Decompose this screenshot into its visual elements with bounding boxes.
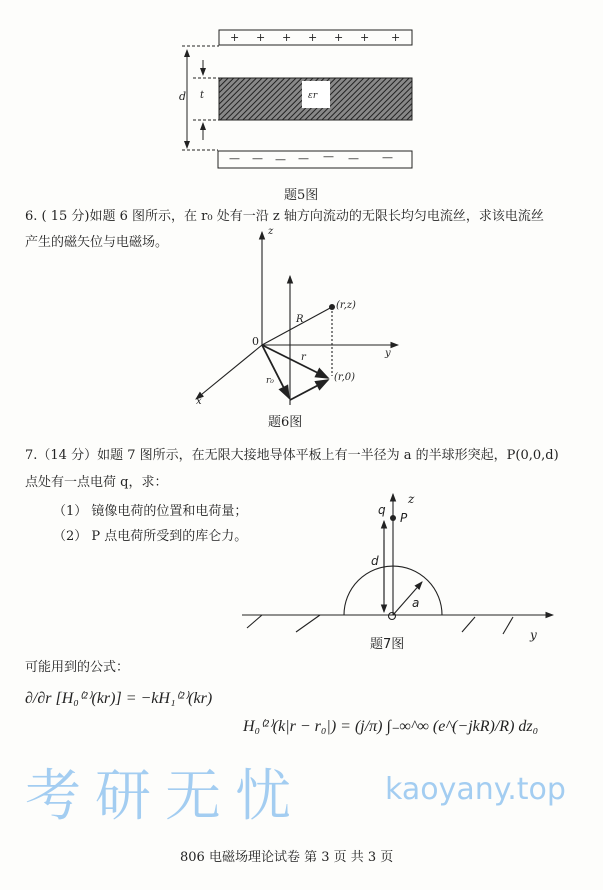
fig6-r0: r₀ [266, 376, 274, 386]
page-footer: 806 电磁场理论试卷 第 3 页 共 3 页 [180, 850, 394, 865]
fig6-r: r [301, 352, 306, 363]
q6-text-line2: 产生的磁矢位与电磁场。 [25, 235, 169, 250]
negative-charge: — [275, 153, 286, 166]
q7-text-line1: 7.（14 分）如题 7 图所示，在无限大接地导体平板上有一半径为 a 的半球形突起，P(0,0,d) [25, 448, 559, 463]
formula-hankel-integral: H₀⁽²⁾(k|r − r₀|) = (j/π) ∫₋∞^∞ (e^(−jkR)/R) dz₀ [243, 718, 539, 735]
negative-charge: — [298, 152, 309, 165]
figure-5-caption: 题5图 [284, 188, 319, 203]
fig7-d: d [371, 554, 379, 568]
fig6-origin: 0 [252, 335, 259, 348]
fig7-y: y [530, 628, 537, 642]
negative-charge: — [348, 152, 359, 165]
negative-charge: — [382, 151, 393, 164]
fig6-R: R [296, 314, 304, 325]
q6-text-line1: 6. ( 15 分)如题 6 图所示，在 r₀ 处有一沿 z 轴方向流动的无限长均匀电流丝，求该电流丝 [25, 209, 544, 224]
watermark-chinese: 考研无忧 [25, 764, 305, 829]
fig6-z: z [268, 226, 274, 237]
q7-text-line2: 点处有一点电荷 q，求： [25, 475, 168, 490]
positive-charge: + [308, 31, 318, 44]
watermark-url: kaoyany.top [385, 772, 566, 807]
negative-charge: — [252, 152, 263, 165]
fig7-P: P [400, 511, 408, 525]
q7-item-1: （1） 镜像电荷的位置和电荷量； [53, 504, 248, 519]
positive-charge: + [334, 31, 344, 44]
positive-charge: + [391, 31, 401, 44]
fig7-a: a [412, 596, 420, 610]
formula-derivative: ∂/∂r [H₀⁽²⁾(kr)] = −kH₁⁽²⁾(kr) [25, 690, 213, 707]
fig6-point-rz: (r,z) [336, 300, 356, 311]
figure-7-caption: 题7图 [370, 637, 405, 652]
fig6-x: x [196, 396, 202, 407]
positive-charge: + [282, 31, 292, 44]
fig6-y: y [385, 348, 391, 359]
negative-charge: — [229, 152, 240, 165]
fig7-z: z [408, 492, 415, 506]
label-d: d [179, 90, 187, 103]
fig7-q: q [378, 503, 386, 517]
positive-charge: + [360, 31, 370, 44]
figure-6-caption: 题6图 [268, 415, 303, 430]
q7-item-2: （2） P 点电荷所受到的库仑力。 [53, 529, 248, 544]
positive-charge: + [256, 31, 266, 44]
formulas-intro: 可能用到的公式： [25, 660, 130, 675]
label-t: t [200, 90, 205, 101]
label-epsilon: εr [308, 91, 318, 101]
fig6-point-r0: (r,0) [334, 372, 356, 383]
negative-charge: — [323, 150, 334, 163]
positive-charge: + [230, 31, 240, 44]
